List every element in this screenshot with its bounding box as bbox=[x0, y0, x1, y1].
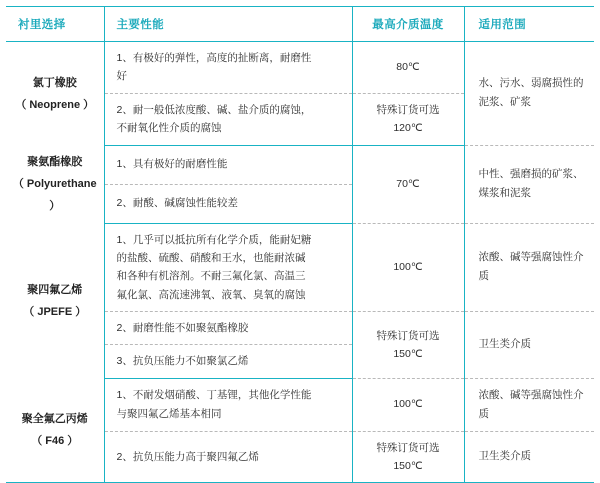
performance-line: 2、耐一般低浓度酸、碱、盐介质的腐蚀， bbox=[116, 103, 312, 116]
performance-line: 氟化氯、高流速沸氧、液氧、臭氧的腐蚀 bbox=[116, 288, 306, 301]
scope-cell: 浓酸、碱等强腐蚀性介质 bbox=[464, 378, 594, 431]
table-row bbox=[6, 223, 594, 312]
liner-cell bbox=[6, 42, 104, 146]
scope-cell: 水、污水、弱腐损性的泥浆、矿浆 bbox=[464, 42, 594, 146]
performance-line: 1、不耐发烟硝酸、丁基锂，其他化学性能 bbox=[116, 389, 312, 402]
temperature-line: 特殊订货可选 bbox=[376, 441, 440, 454]
temperature-line: 80℃ bbox=[396, 61, 420, 74]
header-liner: 衬里选择 bbox=[6, 7, 104, 42]
temperature-line: 150℃ bbox=[393, 459, 423, 472]
performance-cell bbox=[104, 93, 352, 145]
performance-line: 2、耐磨性能不如聚氨酯橡胶 bbox=[116, 322, 249, 334]
temperature-line: 特殊订货可选 bbox=[376, 103, 440, 116]
temperature-cell bbox=[352, 378, 464, 431]
performance-line: 2、耐酸、碱腐蚀性能较差 bbox=[116, 197, 238, 210]
temperature-cell bbox=[352, 93, 464, 145]
header-scope: 适用范围 bbox=[464, 7, 594, 42]
liner-selection-table bbox=[6, 6, 594, 483]
temperature-line: 70℃ bbox=[396, 177, 420, 190]
scope-cell: 卫生类介质 bbox=[478, 450, 531, 463]
liner-name-cn: 氯丁橡胶 bbox=[32, 76, 77, 89]
performance-line: 不耐氧化性介质的腐蚀 bbox=[116, 122, 222, 135]
performance-line: 1、具有极好的耐磨性能 bbox=[116, 158, 228, 171]
liner-name-en: （ F46 ） bbox=[31, 435, 79, 448]
performance-line: 与聚四氟乙烯基本相同 bbox=[116, 407, 222, 420]
performance-cell bbox=[104, 378, 352, 431]
performance-cell bbox=[104, 145, 352, 184]
temperature-line: 100℃ bbox=[393, 398, 423, 411]
performance-line: 1、有极好的弹性，高度的扯断离，耐磨性 bbox=[116, 52, 312, 64]
liner-name-en: （ Polyurethane ） bbox=[12, 178, 97, 212]
temperature-cell bbox=[352, 431, 464, 483]
table-row bbox=[6, 145, 594, 184]
performance-cell bbox=[104, 184, 352, 223]
header-temperature: 最高介质温度 bbox=[352, 7, 464, 42]
temperature-line: 100℃ bbox=[393, 261, 423, 274]
temperature-line: 特殊订货可选 bbox=[376, 329, 440, 342]
performance-cell bbox=[104, 431, 352, 483]
temperature-line: 120℃ bbox=[393, 122, 423, 135]
temperature-cell bbox=[352, 223, 464, 312]
performance-cell bbox=[104, 312, 352, 345]
liner-name-cn: 聚氨酯橡胶 bbox=[27, 156, 83, 168]
table-row bbox=[6, 42, 594, 94]
liner-cell bbox=[6, 145, 104, 223]
liner-cell bbox=[6, 223, 104, 378]
temperature-cell bbox=[352, 145, 464, 223]
performance-line: 2、抗负压能力高于聚四氟乙烯 bbox=[116, 450, 259, 463]
temperature-cell bbox=[352, 42, 464, 94]
performance-line: 3、抗负压能力不如聚氯乙烯 bbox=[116, 355, 249, 368]
performance-line: 1、几乎可以抵抗所有化学介质，能耐妃糖 bbox=[116, 233, 312, 246]
scope-cell: 中性、强磨损的矿浆、煤浆和泥浆 bbox=[464, 145, 594, 223]
liner-name-cn: 聚全氟乙丙烯 bbox=[21, 413, 88, 426]
scope-cell: 卫生类介质 bbox=[464, 312, 594, 379]
performance-line: 好 bbox=[116, 70, 127, 83]
performance-line: 和各种有机溶剂。不耐三氟化氯、高温三 bbox=[116, 270, 306, 283]
header-row bbox=[6, 7, 594, 42]
performance-line: 的盐酸、硫酸、硝酸和王水，也能耐浓碱 bbox=[116, 251, 306, 264]
table-body bbox=[6, 42, 594, 483]
temperature-cell bbox=[352, 312, 464, 379]
liner-name-en: （ JPEFE ） bbox=[23, 305, 87, 318]
liner-name-en: （ Neoprene ） bbox=[15, 98, 95, 111]
table-head bbox=[6, 7, 594, 42]
temperature-line: 150℃ bbox=[393, 347, 423, 360]
scope-cell: 浓酸、碱等强腐蚀性介质 bbox=[464, 223, 594, 312]
performance-cell bbox=[104, 223, 352, 312]
liner-cell bbox=[6, 378, 104, 483]
table-row bbox=[6, 378, 594, 431]
performance-cell bbox=[104, 42, 352, 94]
header-performance: 主要性能 bbox=[104, 7, 352, 42]
liner-name-cn: 聚四氟乙烯 bbox=[27, 283, 83, 296]
performance-cell bbox=[104, 345, 352, 378]
